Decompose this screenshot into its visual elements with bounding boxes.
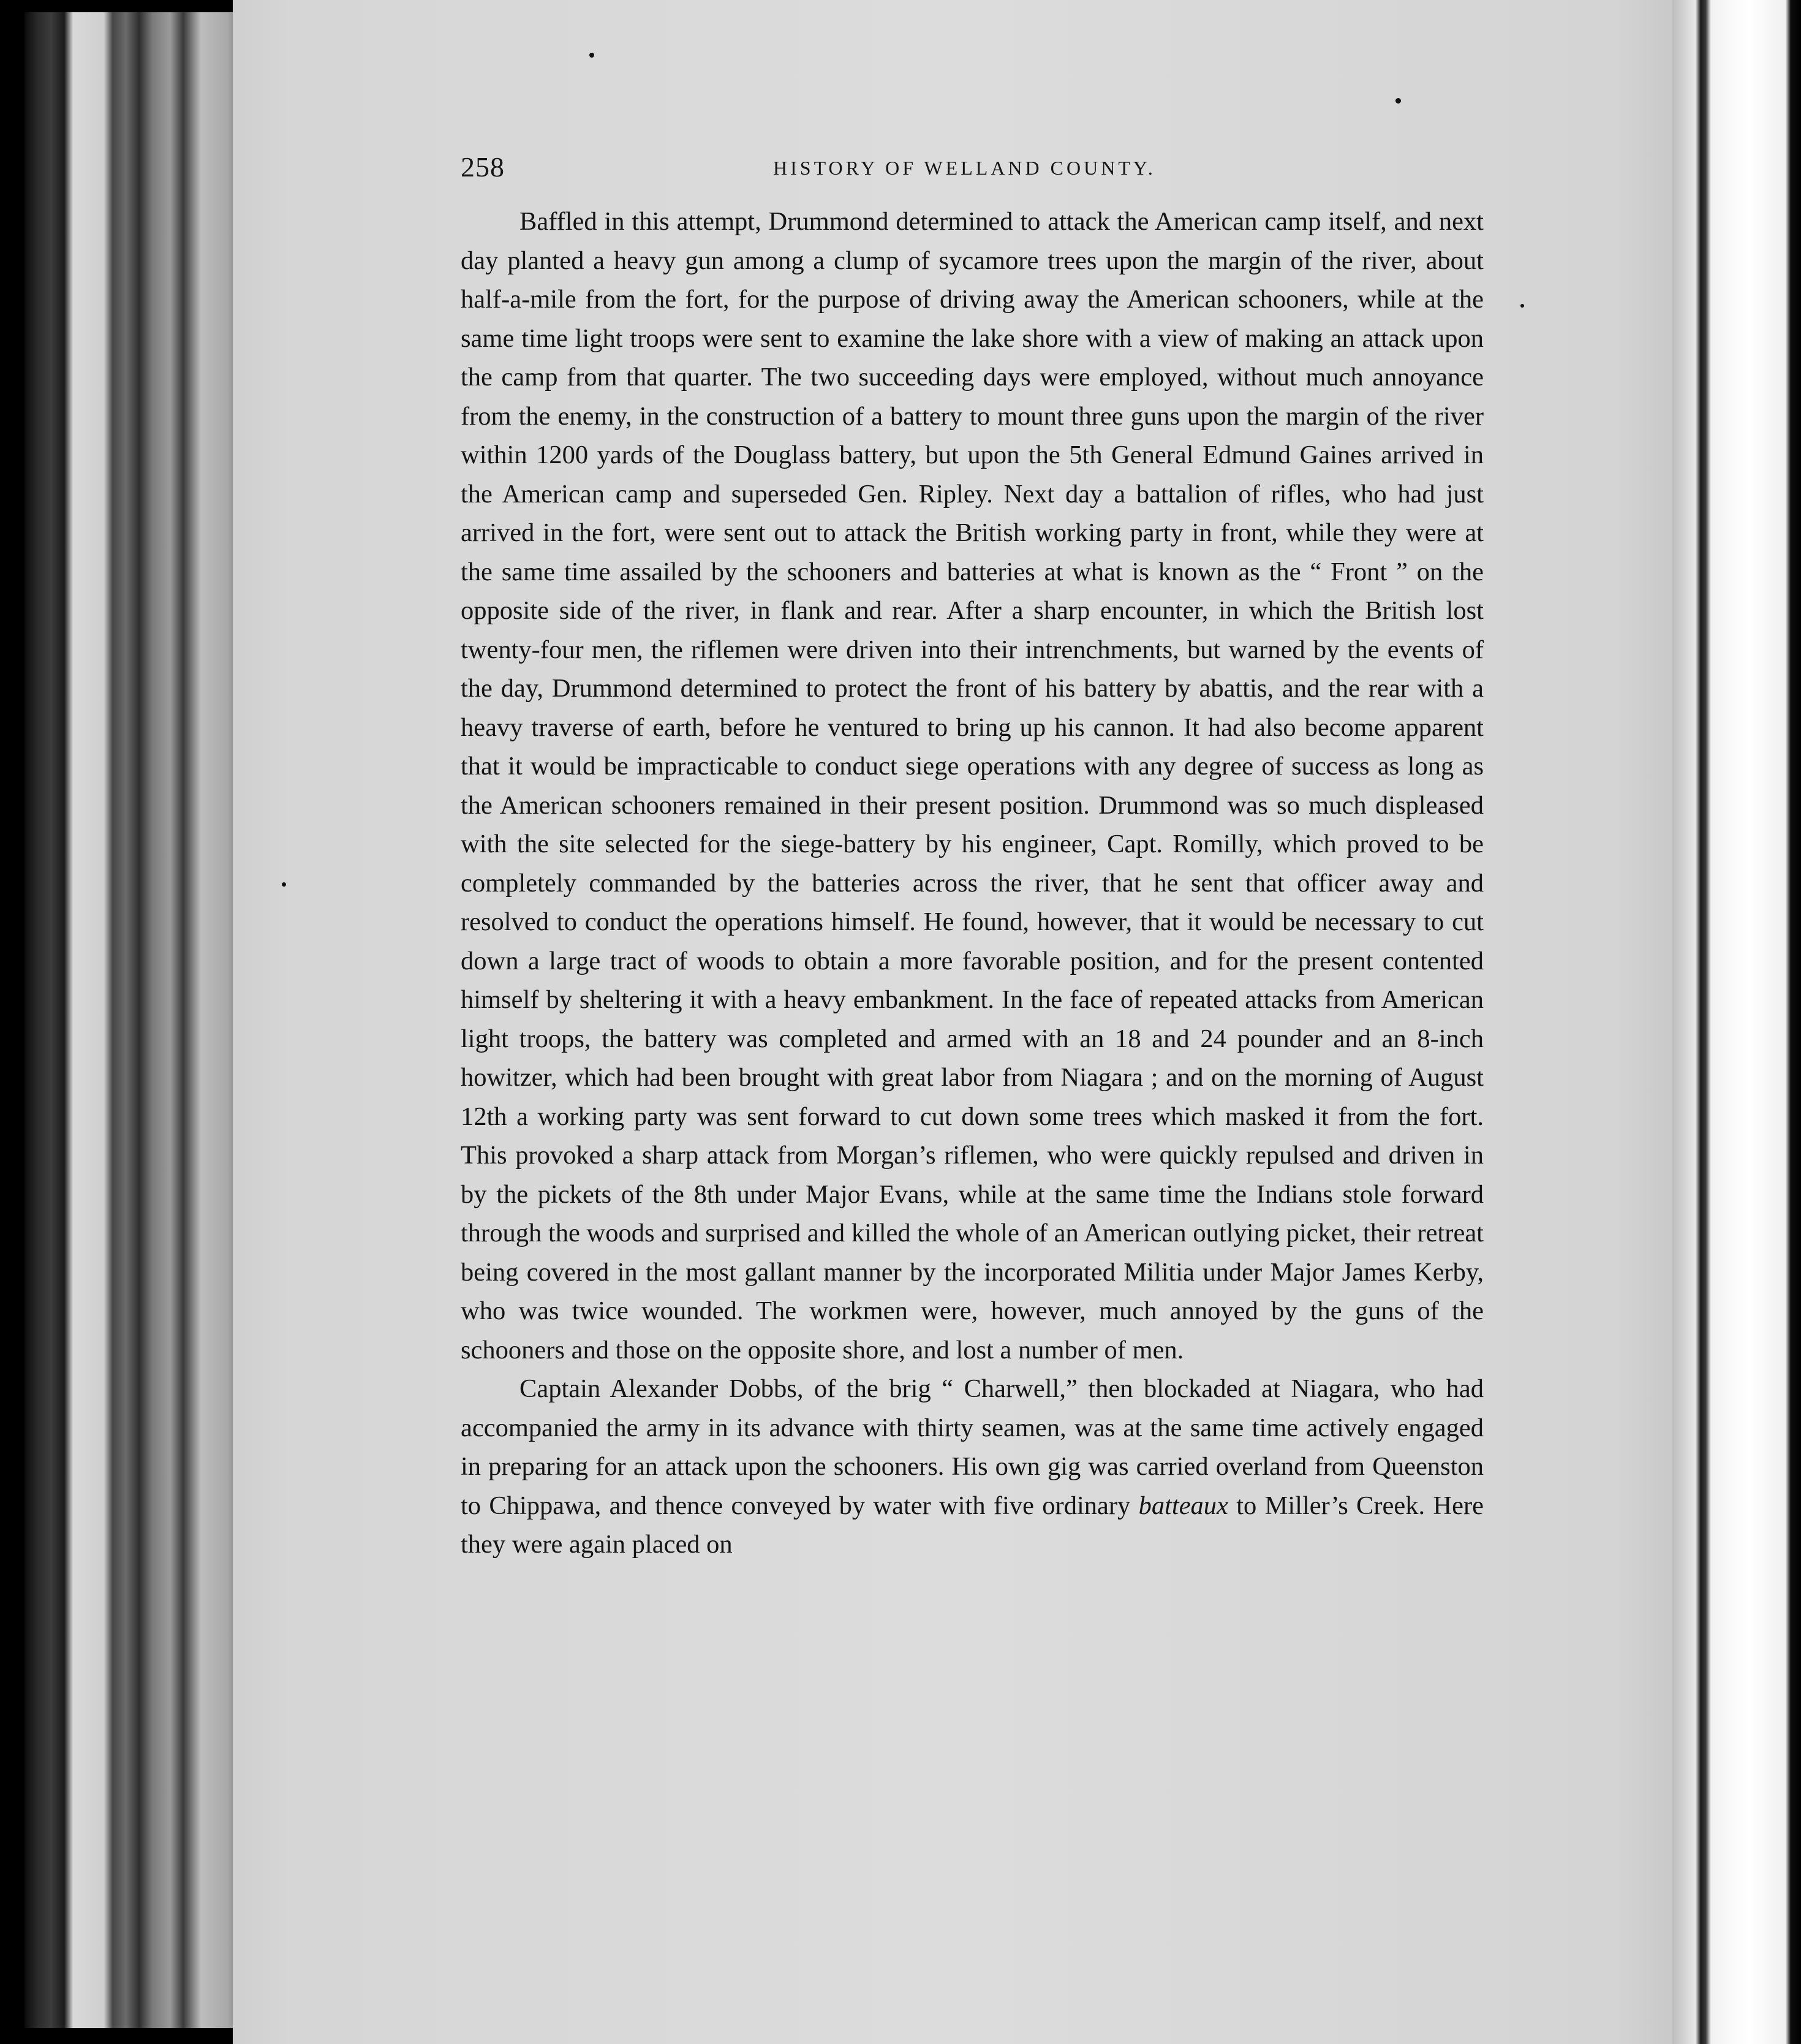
paragraph-1-text: Baffled in this attempt, Drummond determined to attack the American camp itself, and next day planted a heavy gun among a clump of sycamore trees upon the margin of the river, about half-a-mile from the fort, for the purpose of driving away the American schooners, while at the same time light troops were sent to examine the lake shore with a view of making an attack upon the camp from that quarter. The two succeeding days were employed, without much annoyance from the enemy, in the construction of a battery to mount three guns upon the margin of the river within 1200 yards of the Douglass battery, but upon the 5th General Edmund Gaines arrived in the American camp and superseded Gen. Ripley. Next day a battalion of rifles, who had just arrived in the fort, were sent out to attack the British working party in front, while they were at the same time assailed by the schooners and batteries at what is known as the “ Front ” on the opposite side of the river, in flank and rear. After a sharp encounter, in which the British lost twenty-four men, the riflemen were driven into their intrenchments, but warned by the events of the day, Drummond determined to protect the front of his battery by abattis, and the rear with a heavy traverse of earth, before he ventured to bring up his cannon. It had also become apparent that it would be impracticable to conduct siege operations with any degree of success as long as the American schooners remained in their present position. Drummond was so much displeased with the site selected for the siege-battery by his engineer, Capt. Romilly, which proved to be completely commanded by the batteries across the river, that he sent that officer away and resolved to conduct the operations himself. He found, however, that it would be necessary to cut down a large tract of woods to obtain a more favorable position, and for the present contented himself by sheltering it with a heavy embankment. In the face of repeated attacks from American light troops, the battery was completed and armed with an 18 and 24 pounder and an 8-inch howitzer, which had been brought with great labor from Niagara ; and on the morning of August 12th a working party was sent forward to cut down some trees which masked it from the fort. This provoked a sharp attack from Morgan’s riflemen, who were quickly repulsed and driven in by the pickets of the 8th under Major Evans, while at the same time the Indians stole forward through the woods and surprised and killed the whole of an American outlying picket, their retreat being covered in the most gallant manner by the incorporated Militia under Major James Kerby, who was twice wounded. The workmen were, however, much annoyed by the guns of the schooners and those on the opposite shore, and lost a number of men. (461, 207, 1484, 1365)
body-text (461, 202, 1484, 1564)
scan-speck (589, 53, 594, 58)
page-header (461, 151, 1484, 187)
scan-speck (1395, 98, 1401, 104)
page-number: 258 (461, 151, 505, 183)
scan-speck (1520, 304, 1524, 308)
adjacent-page-edge (1672, 0, 1801, 2044)
paragraph-2 (461, 1369, 1484, 1564)
scan-speck (282, 882, 286, 887)
book-edge-binding (25, 12, 245, 2028)
paragraph-1 (461, 202, 1484, 1369)
paragraph-2-text: Captain Alexander Dobbs, of the brig “ Charwell,” then blockaded at Niagara, who had accompanied the army in its advance with thirty seamen, was at the same time actively engaged in preparing for an attack upon the schooners. His own gig was carried overland from Queenston to Chippawa, and thence conveyed by water with five ordinary (461, 1374, 1484, 1520)
italic-word: batteaux (1138, 1491, 1228, 1520)
running-head: HISTORY OF WELLAND COUNTY. (773, 157, 1156, 179)
paragraph-2-text-end: to Miller’s Creek. Here they were again placed on (461, 1491, 1484, 1559)
